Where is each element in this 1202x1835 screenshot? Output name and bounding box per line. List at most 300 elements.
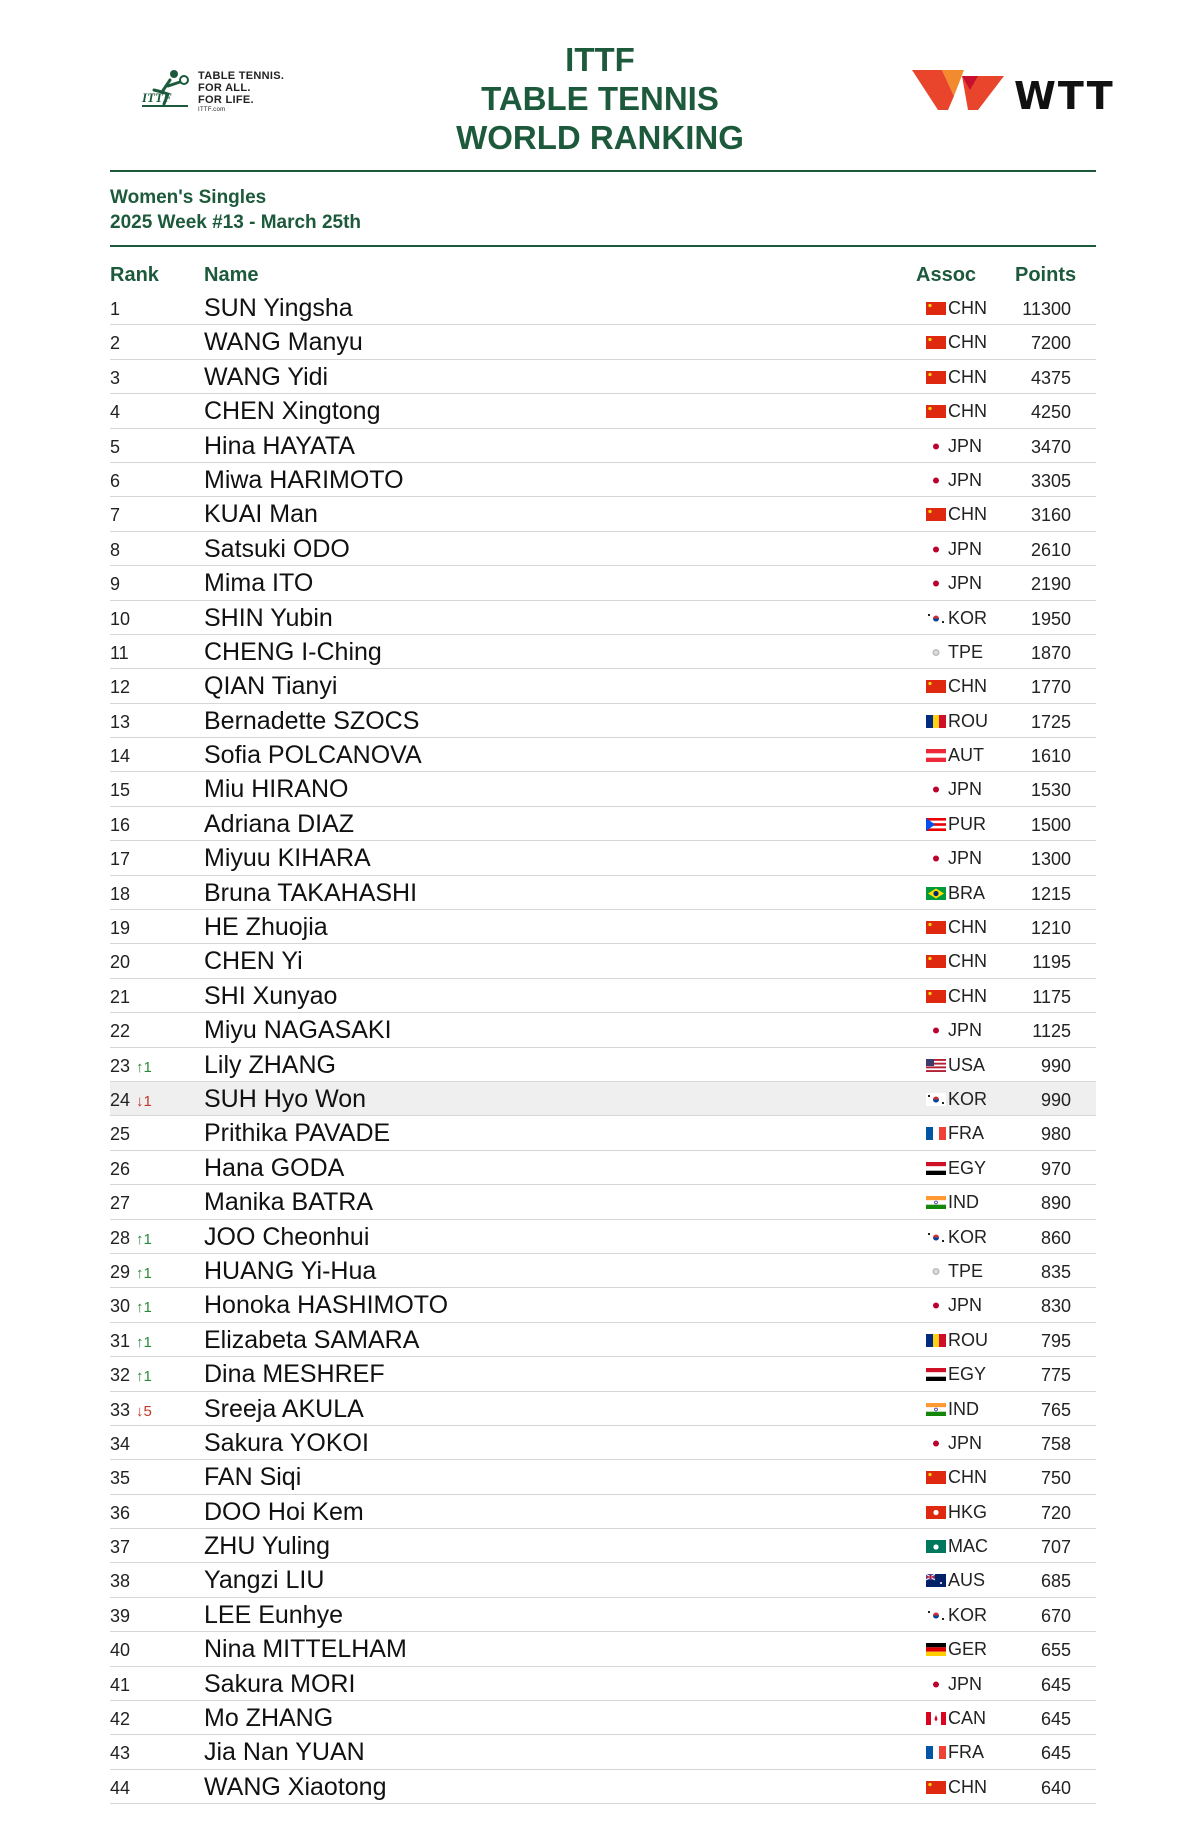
points-cell: 4375: [1030, 367, 1071, 388]
flag-icon: [926, 508, 946, 521]
rank-cell: [110, 987, 130, 1008]
points-cell: 1950: [1030, 608, 1071, 629]
player-name: Honoka HASHIMOTO: [204, 1291, 449, 1320]
rank-up-indicator: ↑1: [136, 1333, 152, 1351]
flag-icon: [926, 783, 946, 796]
player-name: Yangzi LIU: [204, 1566, 325, 1595]
rank-number: 20: [110, 952, 131, 973]
header-divider: [110, 170, 1096, 172]
assoc-code: ROU: [948, 1329, 988, 1350]
rank-cell: [110, 952, 130, 973]
table-row: [110, 910, 1096, 944]
rank-number: 39: [110, 1605, 131, 1626]
assoc-code: CAN: [948, 1708, 987, 1729]
subtitle-divider: [110, 245, 1096, 247]
rank-number: 13: [110, 711, 131, 732]
assoc-code: USA: [948, 1054, 986, 1075]
flag-icon: [926, 612, 946, 625]
table-row: [110, 635, 1096, 669]
table-row: [110, 1667, 1096, 1701]
assoc-code: JPN: [948, 573, 983, 594]
points-cell: 3470: [1030, 436, 1071, 457]
flag-icon: [926, 1093, 946, 1106]
assoc-code: GER: [948, 1639, 988, 1660]
player-name: Dina MESHREF: [204, 1360, 385, 1389]
table-row: [110, 1220, 1096, 1254]
flag-icon: [926, 818, 946, 831]
rank-number: 28: [110, 1227, 131, 1248]
rank-cell: [110, 1228, 152, 1249]
player-name: ZHU Yuling: [204, 1532, 330, 1561]
rank-cell: [110, 333, 120, 354]
title-line-1: ITTF: [565, 41, 635, 78]
flag-icon: [926, 749, 946, 762]
rank-number: 16: [110, 814, 131, 835]
table-row: [110, 497, 1096, 531]
assoc-cell: [916, 367, 990, 389]
assoc-cell: [916, 1089, 990, 1111]
page-header: [0, 0, 1202, 170]
flag-icon: [926, 371, 946, 384]
assoc-cell: [916, 1192, 990, 1214]
player-name: Adriana DIAZ: [204, 809, 355, 838]
points-cell: 720: [1040, 1502, 1071, 1523]
assoc-cell: [916, 1605, 990, 1627]
table-row: [110, 1392, 1096, 1426]
table-row: [110, 772, 1096, 806]
tagline-line-3: FOR LIFE.: [198, 94, 254, 106]
rank-number: 14: [110, 746, 131, 767]
assoc-code: FRA: [948, 1123, 984, 1144]
table-row: [110, 360, 1096, 394]
flag-icon: [926, 1162, 946, 1175]
table-row: [110, 1426, 1096, 1460]
rank-number: 9: [110, 574, 121, 595]
assoc-cell: [916, 539, 990, 561]
points-cell: 640: [1040, 1777, 1071, 1798]
table-row: [110, 841, 1096, 875]
assoc-code: KOR: [948, 1088, 988, 1109]
rank-cell: [110, 437, 120, 458]
player-name: CHEN Yi: [204, 947, 303, 976]
assoc-code: KOR: [948, 1226, 988, 1247]
assoc-code: CHN: [948, 504, 987, 525]
flag-icon: [926, 1746, 946, 1759]
rank-number: 43: [110, 1743, 131, 1764]
points-cell: 990: [1040, 1089, 1071, 1110]
rank-cell: [110, 746, 130, 767]
points-cell: 655: [1040, 1640, 1071, 1661]
rank-down-indicator: ↓5: [136, 1402, 152, 1420]
points-cell: 670: [1040, 1605, 1071, 1626]
flag-icon: [926, 887, 946, 900]
title-line-3: WORLD RANKING: [456, 119, 744, 156]
rank-cell: [110, 1434, 130, 1455]
points-cell: 2190: [1030, 574, 1071, 595]
rank-cell: [110, 1606, 130, 1627]
player-name: Manika BATRA: [204, 1188, 374, 1217]
assoc-code: JPN: [948, 1432, 983, 1453]
assoc-code: JPN: [948, 1673, 983, 1694]
flag-icon: [926, 680, 946, 693]
player-name: SUN Yingsha: [204, 294, 353, 322]
tagline-line-2: FOR ALL.: [198, 82, 251, 94]
assoc-code: JPN: [948, 435, 983, 456]
rank-number: 26: [110, 1158, 131, 1179]
rank-number: 35: [110, 1468, 131, 1489]
rank-cell: [110, 505, 120, 526]
points-cell: 2610: [1030, 539, 1071, 560]
ranking-table: [110, 291, 1096, 1804]
rank-cell: [110, 1503, 130, 1524]
points-cell: 11300: [1022, 299, 1071, 319]
assoc-code: PUR: [948, 813, 987, 834]
assoc-code: EGY: [948, 1157, 987, 1178]
points-cell: 1725: [1030, 711, 1071, 732]
assoc-cell: [916, 1570, 990, 1592]
flag-icon: [926, 440, 946, 453]
points-cell: 980: [1040, 1124, 1071, 1145]
player-name: CHENG I-Ching: [204, 637, 382, 666]
points-cell: 3305: [1030, 470, 1071, 491]
player-name: Elizabeta SAMARA: [204, 1325, 420, 1354]
assoc-code: HKG: [948, 1501, 988, 1522]
assoc-code: AUS: [948, 1570, 986, 1591]
assoc-code: CHN: [948, 676, 987, 697]
player-name: CHEN Xingtong: [204, 397, 381, 426]
points-cell: 970: [1040, 1158, 1071, 1179]
rank-cell: [110, 1193, 130, 1214]
table-row: [110, 876, 1096, 910]
rank-cell: [110, 1778, 130, 1799]
rank-number: 18: [110, 883, 131, 904]
table-row: [110, 1116, 1096, 1150]
flag-icon: [926, 1196, 946, 1209]
rank-number: 7: [110, 505, 121, 526]
points-cell: 990: [1040, 1055, 1071, 1076]
assoc-cell: [916, 951, 990, 973]
table-row: [110, 1082, 1096, 1116]
rank-number: 5: [110, 436, 121, 457]
rank-number: 8: [110, 539, 121, 560]
player-name: QIAN Tianyi: [204, 672, 338, 701]
event-label: Women's Singles: [110, 187, 267, 208]
table-row: [110, 1460, 1096, 1494]
assoc-cell: [916, 401, 990, 423]
col-header-points: Points: [1015, 264, 1077, 286]
rank-cell: [110, 609, 130, 630]
points-cell: 1610: [1030, 746, 1071, 767]
flag-icon: [926, 543, 946, 556]
table-row: [110, 325, 1096, 359]
flag-icon: [926, 921, 946, 934]
table-row: [110, 291, 1096, 325]
rank-up-indicator: ↑1: [136, 1058, 152, 1076]
rank-number: 27: [110, 1193, 131, 1214]
table-row: [110, 704, 1096, 738]
player-name: Nina MITTELHAM: [204, 1635, 407, 1664]
assoc-code: CHN: [948, 951, 987, 972]
rank-cell: [110, 1331, 152, 1352]
assoc-cell: [916, 848, 990, 870]
flag-icon: [926, 1609, 946, 1622]
table-row: [110, 1151, 1096, 1185]
player-name: Sreeja AKULA: [204, 1394, 364, 1423]
flag-icon: [926, 1437, 946, 1450]
rank-number: 42: [110, 1709, 131, 1730]
assoc-cell: [916, 504, 990, 526]
player-name: Jia Nan YUAN: [204, 1738, 365, 1767]
rank-cell: [110, 540, 120, 561]
player-name: JOO Cheonhui: [204, 1222, 370, 1251]
rank-number: 44: [110, 1777, 131, 1798]
assoc-code: IND: [948, 1398, 979, 1419]
flag-icon: [926, 336, 946, 349]
points-cell: 645: [1040, 1743, 1071, 1764]
table-row: [110, 1013, 1096, 1047]
assoc-cell: [916, 1055, 990, 1077]
ittf-player-icon: [140, 68, 192, 114]
rank-cell: [110, 1021, 130, 1042]
points-cell: 1530: [1030, 780, 1071, 801]
rank-number: 4: [110, 402, 121, 423]
table-row: [110, 1563, 1096, 1597]
flag-icon: [926, 1127, 946, 1140]
rank-cell: [110, 884, 130, 905]
flag-icon: [926, 852, 946, 865]
flag-icon: [926, 715, 946, 728]
flag-icon: [926, 474, 946, 487]
points-cell: 4250: [1030, 402, 1071, 423]
flag-icon: [926, 990, 946, 1003]
table-row: [110, 1770, 1096, 1804]
rank-number: 1: [110, 299, 121, 319]
svg-text:ITTF: ITTF: [142, 90, 172, 105]
assoc-code: TPE: [948, 1260, 984, 1281]
flag-icon: [926, 1540, 946, 1553]
points-cell: 765: [1040, 1399, 1071, 1420]
player-name: WANG Manyu: [204, 328, 363, 357]
player-name: Mo ZHANG: [204, 1704, 334, 1733]
rank-number: 31: [110, 1330, 131, 1351]
points-cell: 758: [1040, 1433, 1071, 1454]
points-cell: 835: [1040, 1261, 1071, 1282]
assoc-code: CHN: [948, 917, 987, 938]
player-name: Sofia POLCANOVA: [204, 741, 422, 770]
ittf-url: ITTF.com: [198, 107, 226, 113]
wtt-logo: [912, 66, 1115, 118]
table-row: [110, 944, 1096, 978]
rank-number: 15: [110, 780, 131, 801]
assoc-code: CHN: [948, 401, 987, 422]
rank-number: 33: [110, 1399, 131, 1420]
page-title: [400, 40, 800, 157]
assoc-cell: [916, 1742, 990, 1764]
assoc-code: EGY: [948, 1364, 987, 1385]
assoc-code: JPN: [948, 779, 983, 800]
flag-icon: [926, 577, 946, 590]
player-name: Mima ITO: [204, 569, 314, 598]
rank-cell: [110, 368, 120, 389]
assoc-code: CHN: [948, 1776, 987, 1797]
table-row: [110, 1048, 1096, 1082]
flag-icon: [926, 1299, 946, 1312]
rank-cell: [110, 780, 130, 801]
assoc-cell: [916, 1536, 990, 1558]
table-row: [110, 669, 1096, 703]
points-cell: 830: [1040, 1296, 1071, 1317]
assoc-cell: [916, 745, 990, 767]
assoc-cell: [916, 1158, 990, 1180]
wtt-mark-icon: [912, 66, 1012, 112]
rank-cell: [110, 402, 120, 423]
points-cell: 860: [1040, 1227, 1071, 1248]
player-name: Miyuu KIHARA: [204, 844, 371, 873]
player-name: Miu HIRANO: [204, 775, 349, 804]
assoc-cell: [916, 1227, 990, 1249]
flag-icon: [926, 1574, 946, 1587]
flag-icon: [926, 1471, 946, 1484]
table-row: [110, 463, 1096, 497]
flag-icon: [926, 955, 946, 968]
flag-icon: [926, 1403, 946, 1416]
rank-cell: [110, 677, 130, 698]
rank-number: 22: [110, 1021, 131, 1042]
flag-icon: [926, 1231, 946, 1244]
flag-icon: [926, 302, 946, 315]
table-row: [110, 1254, 1096, 1288]
player-name: Bruna TAKAHASHI: [204, 878, 418, 907]
rank-number: 24: [110, 1089, 131, 1110]
assoc-code: KOR: [948, 607, 988, 628]
rank-cell: [110, 1675, 130, 1696]
assoc-cell: [916, 1777, 990, 1799]
points-cell: 7200: [1030, 333, 1071, 354]
flag-icon: [926, 1024, 946, 1037]
points-cell: 645: [1040, 1674, 1071, 1695]
rank-number: 34: [110, 1433, 131, 1454]
rank-cell: [110, 1571, 130, 1592]
points-cell: 1770: [1030, 677, 1071, 698]
table-row: [110, 532, 1096, 566]
table-row: [110, 394, 1096, 428]
rank-number: 40: [110, 1640, 131, 1661]
table-row: [110, 601, 1096, 635]
player-name: FAN Siqi: [204, 1463, 302, 1492]
table-row: [110, 1288, 1096, 1322]
table-row: [110, 429, 1096, 463]
player-name: DOO Hoi Kem: [204, 1497, 364, 1526]
rank-number: 25: [110, 1124, 131, 1145]
points-cell: 775: [1040, 1365, 1071, 1386]
table-row: [110, 1632, 1096, 1666]
rank-number: 2: [110, 333, 121, 354]
assoc-cell: [916, 470, 990, 492]
assoc-code: CHN: [948, 1467, 987, 1488]
assoc-cell: [916, 1467, 990, 1489]
col-header-name: Name: [204, 264, 259, 286]
rank-cell: [110, 643, 129, 664]
flag-icon: [926, 405, 946, 418]
assoc-cell: [916, 1708, 990, 1730]
table-row: [110, 1185, 1096, 1219]
rank-number: 21: [110, 986, 131, 1007]
player-name: SHI Xunyao: [204, 981, 338, 1010]
rank-number: 32: [110, 1365, 131, 1386]
points-cell: 1300: [1030, 849, 1071, 870]
assoc-cell: [916, 1674, 990, 1696]
table-row: [110, 1495, 1096, 1529]
assoc-cell: [916, 1330, 990, 1352]
assoc-cell: [916, 1123, 990, 1145]
flag-icon: [926, 646, 946, 659]
flag-icon: [926, 1368, 946, 1381]
assoc-cell: [916, 573, 990, 595]
rank-number: 38: [110, 1571, 131, 1592]
rank-number: 19: [110, 918, 131, 939]
rank-cell: [110, 1056, 152, 1077]
assoc-code: BRA: [948, 882, 986, 903]
rank-cell: [110, 1124, 130, 1145]
table-row: [110, 566, 1096, 600]
assoc-cell: [916, 779, 990, 801]
player-name: WANG Xiaotong: [204, 1772, 387, 1801]
rank-up-indicator: ↑1: [136, 1368, 152, 1386]
table-row: [110, 1323, 1096, 1357]
player-name: Bernadette SZOCS: [204, 706, 420, 735]
player-name: LEE Eunhye: [204, 1600, 343, 1629]
rank-up-indicator: ↑1: [136, 1230, 152, 1248]
player-name: Satsuki ODO: [204, 534, 350, 563]
rank-cell: [110, 1090, 152, 1111]
assoc-cell: [916, 1639, 990, 1661]
rank-down-indicator: ↓1: [136, 1092, 152, 1110]
assoc-code: JPN: [948, 469, 983, 490]
rank-number: 17: [110, 849, 131, 870]
rank-number: 11: [110, 642, 129, 663]
rank-number: 36: [110, 1502, 131, 1523]
rank-cell: [110, 1640, 130, 1661]
table-row: [110, 1357, 1096, 1391]
rank-cell: [110, 1262, 152, 1283]
points-cell: 707: [1040, 1537, 1071, 1558]
points-cell: 750: [1040, 1468, 1071, 1489]
assoc-code: TPE: [948, 641, 984, 662]
player-name: Sakura YOKOI: [204, 1428, 369, 1457]
player-name: HE Zhuojia: [204, 913, 328, 942]
assoc-code: CHN: [948, 366, 987, 387]
points-cell: 795: [1040, 1330, 1071, 1351]
assoc-code: IND: [948, 1192, 979, 1213]
assoc-cell: [916, 436, 990, 458]
assoc-cell: [916, 1261, 990, 1283]
points-cell: 1175: [1032, 986, 1071, 1007]
rank-cell: [110, 815, 130, 836]
flag-icon: [926, 1712, 946, 1725]
rank-number: 3: [110, 367, 121, 388]
assoc-cell: [916, 1020, 990, 1042]
rank-number: 6: [110, 470, 121, 491]
rank-up-indicator: ↑1: [136, 1264, 152, 1282]
points-cell: 1195: [1032, 952, 1071, 973]
rank-cell: [110, 1468, 130, 1489]
player-name: Lily ZHANG: [204, 1050, 336, 1079]
flag-icon: [926, 1506, 946, 1519]
assoc-cell: [916, 676, 990, 698]
assoc-code: JPN: [948, 1295, 983, 1316]
assoc-cell: [916, 917, 990, 939]
table-row: [110, 1735, 1096, 1769]
